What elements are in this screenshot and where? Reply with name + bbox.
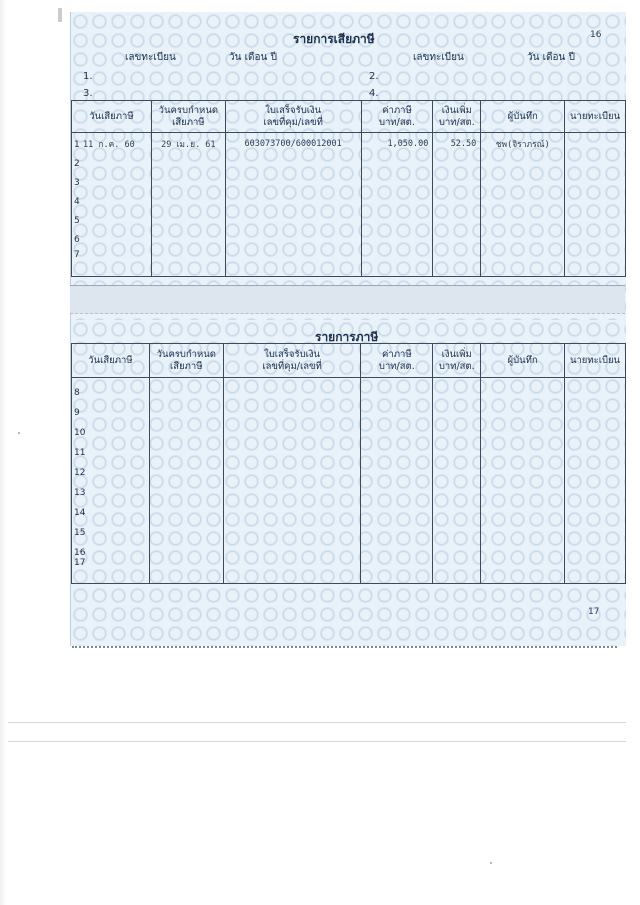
col-header-tax: ค่าภาษี บาท/สต. (361, 101, 433, 133)
table-row: 10 (72, 418, 626, 438)
table-row: 6 (72, 231, 626, 250)
col-header-receipt: ใบเสร็จรับเงิน เลขที่คุม/เลขที่ (225, 101, 361, 133)
scan-speck (490, 862, 492, 864)
tax-table-top (71, 100, 626, 277)
section-title-top: รายการเสียภาษี (293, 32, 375, 46)
scan-speck (18, 432, 20, 434)
section-title-bottom: รายการภาษี (315, 330, 379, 344)
page-divider-line (8, 722, 626, 723)
scan-edge-mark (58, 8, 62, 22)
table-row: 17 (72, 558, 626, 584)
table-row: 13 (72, 478, 626, 498)
table-row: 8 (72, 378, 626, 398)
table-row: 3 (72, 174, 626, 193)
table-row: 16 (72, 538, 626, 558)
tax-record-sheet-lower (70, 320, 626, 646)
col-header-registrar: นายทะเบียน (565, 101, 626, 133)
reg-number-1: 1. (83, 71, 93, 82)
table-row: 11 (72, 438, 626, 458)
table-row: 1 11 ก.ค. 60 29 เม.ย. 61 603073700/600012001 1,050.00 52.50 ชพ(จิราภรณ์) (72, 133, 626, 155)
table-row: 15 (72, 518, 626, 538)
table-row: 7 (72, 250, 626, 277)
table-row: 12 (72, 458, 626, 478)
header-date-right: วัน เดือน ปี (527, 52, 575, 63)
col-header-due-date: วันครบกำหนด เสียภาษี (151, 101, 225, 133)
tax-table-bottom (71, 343, 626, 584)
col-header-pay-date: วันเสียภาษี (72, 101, 152, 133)
header-date-left: วัน เดือน ปี (229, 52, 277, 63)
header-reg-left: เลขทะเบียน (125, 52, 176, 63)
table-row: 5 (72, 212, 626, 231)
col-header-registrar: นายทะเบียน (565, 344, 626, 378)
table-row: 2 (72, 155, 626, 174)
page-number-bottom: 17 (588, 607, 600, 617)
page-number-top: 16 (590, 30, 602, 40)
col-header-receipt: ใบเสร็จรับเงิน เลขที่คุม/เลขที่ (223, 344, 361, 378)
col-header-surcharge: เงินเพิ่ม บาท/สต. (433, 344, 481, 378)
table-row: 14 (72, 498, 626, 518)
tax-payment-section (71, 12, 626, 297)
col-header-surcharge: เงินเพิ่ม บาท/สต. (433, 101, 481, 133)
col-header-pay-date: วันเสียภาษี (72, 344, 150, 378)
header-reg-right: เลขทะเบียน (413, 52, 464, 63)
reg-number-3: 3. (83, 88, 93, 99)
reg-number-4: 4. (369, 88, 379, 99)
col-header-recorder: ผู้บันทึก (481, 101, 565, 133)
torn-bottom-edge (72, 640, 617, 648)
col-header-recorder: ผู้บันทึก (481, 344, 565, 378)
reg-number-2: 2. (369, 71, 379, 82)
page-shadow (0, 0, 6, 905)
table-row: 9 (72, 398, 626, 418)
col-header-tax: ค่าภาษี บาท/สต. (361, 344, 433, 378)
page-divider-line (8, 741, 626, 742)
perforation-strip (70, 285, 625, 314)
col-header-due-date: วันครบกำหนด เสียภาษี (149, 344, 223, 378)
table-row: 4 (72, 193, 626, 212)
